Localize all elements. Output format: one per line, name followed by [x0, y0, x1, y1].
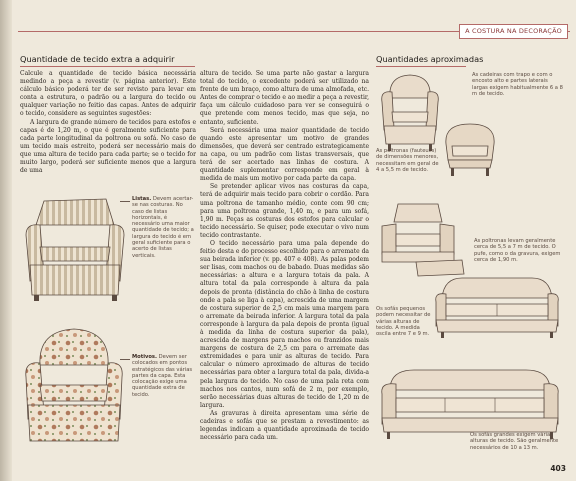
caption-leader [120, 201, 130, 202]
middle-paragraph: Será necessária uma maior quantidade de tecido quando este apresentar um motivo de grandes dimensões, que deverá ser centrado estrategicamente na capa, ou um padrão com listas transversais, que terá de ser acertado nas linhas de costura. A quantidade suplementar corresponde em geral à medida de mais um motivo por cada parte da capa. [200, 126, 369, 183]
small-sofa-caption: Os sofás pequenos podem necessitar de várias alturas de tecido. A medida oscila entre 7 e 9 m. [376, 306, 431, 338]
armchair-pouf-illustration [376, 200, 468, 280]
striped-armchair-illustration [22, 195, 130, 307]
middle-paragraph: Se pretender aplicar vivos nas costuras da capa, terá de adquirir mais tecido para cobrir o cordão. Para uma poltrona de tamanho médio, conte com 90 cm; para uma poltrona grande, 1,40 m, e para um sofá, 1,90 m. Peças as costuras dos estofos para calcular o tecido necessário. Se quiser, pode executar o vivo num tecido contrastante. [200, 183, 369, 239]
floral-armchair-illustration [22, 325, 126, 449]
left-text [20, 70, 196, 175]
armchair-pouf-caption: As poltronas levam geralmente cerca de 5,5 a 7 m de tecido. O pufe, como o da gravura, exigem cerca de 1,90 m. [474, 238, 561, 263]
large-sofa-caption: Os sofás grandes exigem várias alturas de tecido. São geralmente necessários de 10 a 13 m. [470, 432, 559, 451]
left-heading-rule [20, 66, 195, 67]
right-heading-rule [376, 66, 466, 67]
motifs-caption [132, 354, 194, 398]
stripes-caption-text: Devem acertar-se nas costuras. No caso de listas horizontais, é necessário uma maior quantidade de tecido; a largura do tecido é em geral suficiente para o acerto de listas verticais. [132, 196, 194, 259]
stripes-caption [132, 196, 194, 259]
page-number: 403 [550, 464, 566, 473]
section-header: A COSTURA NA DECORAÇÃO [459, 24, 568, 39]
middle-paragraph: altura de tecido. Se uma parte não gastar a largura total do tecido, o excedente poderá ser utilizado na frente de um braço, como altura de uma almofada, etc. Antes de comprar o tecido e ao medir a peça a revestir, faça um cálculo cuidadoso para ver se conseguirá o que pretende com menos tecido, mas que seja, no entanto, suficiente. [200, 70, 369, 126]
caption-leader [120, 359, 130, 360]
wing-chair-illustration [378, 72, 442, 154]
middle-text [200, 70, 369, 442]
middle-paragraph: As gravuras à direita apresentam uma série de cadeiras e sofás que se prestam a revestimento: as legendas indicam a quantidade aproximada de tecido necessário para cada um. [200, 409, 369, 442]
motifs-caption-title: Motivos. [132, 354, 157, 360]
middle-paragraph: O tecido necessário para uma pala depende do feitio desta e do processo escolhido para o arremate da sua beirada inferior (v. pp. 407 e 408). As palas podem ser lisas, com machos ou de babado. Duas medidas são necessárias: a altura e a largura totais da pala. A altura total da pala corresponde à altura da pala depois de pronta (distância do chão à linha de costura onde a pala se liga à capa), acrescida de uma margem de costura superior de 2,5 cm mais uma margem para o arremate da beirada inferior. A largura total da pala corresponde à largura da pala depois de pronta (igual à medida da linha de costura superior da pala), acrescida de margens para machos ou franzidos mais margens de costura de 2,5 cm para o arremate das extremidades e para unir as alturas de tecido. Para calcular o número aproximado de alturas de tecido necessárias para obter a largura total da pala, divida-a pela largura do tecido. No caso de uma pala reta com machos nos cantos, num sofá de 2 m, por exemplo, serão necessárias duas alturas de tecido de 1,20 m de largura. [200, 239, 370, 409]
right-heading: Quantidades aproximadas [376, 54, 484, 64]
left-paragraph: A largura de grande número de tecidos para estofos e capas é de 1,20 m, o que é geralmente suficiente para cada parte longitudinal da poltrona ou sofá. No caso de um tecido mais estreito, poderá ser necessário mais do que uma altura de tecido para cada parte; se o tecido for muito largo, poderá ser suficiente menos que a largura de uma [20, 118, 196, 175]
left-heading: Quantidade de tecido extra a adquirir [20, 54, 175, 64]
small-sofa-illustration [432, 270, 562, 340]
page-gutter [0, 0, 12, 481]
tub-chair-illustration [440, 120, 500, 178]
left-paragraph: Calcule a quantidade de tecido básica necessária medindo a peça a revestir (v. página anterior). Este cálculo básico poderá ter de ser revisto para levar em conta a estrutura, o padrão ou a largura do tecido ou qualquer variação no feitio das capas. Antes de adquirir o tecido, considere as seguintes sugestões: [20, 70, 196, 118]
stripes-caption-title: Listas. [132, 196, 152, 202]
wing-chair-caption: As cadeiras com trapo e com o encosto alto e partes laterais largas exigem habitualmente 6 a 8 m de tecido. [472, 72, 563, 97]
motifs-caption-text: Devem ser colocados em pontos estratégicos das várias partes da capa. Esta colocação exige uma quantidade extra de tecido. [132, 354, 193, 398]
large-sofa-illustration [378, 362, 562, 442]
tub-chair-caption: As poltronas (fauteuils) de dimensões menores, necessitam em geral de 4 a 5,5 m de tecido. [376, 148, 439, 173]
